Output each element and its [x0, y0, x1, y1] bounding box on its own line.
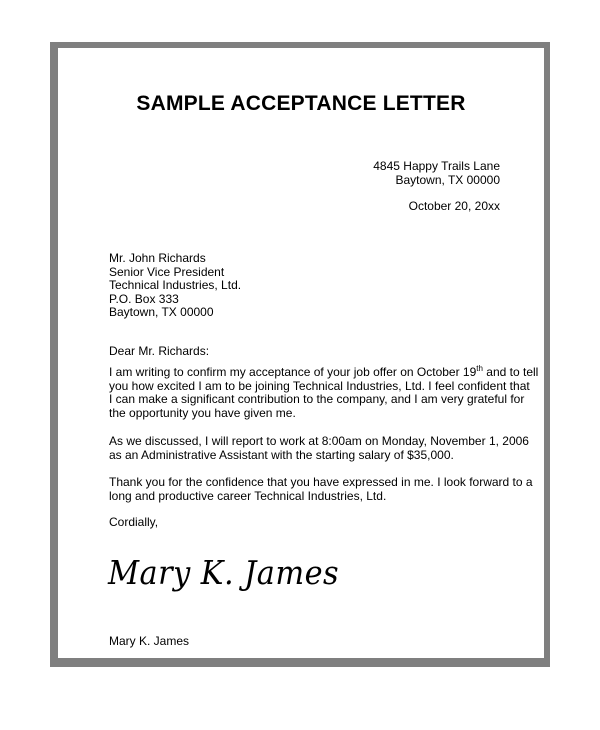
paragraph-3 — [109, 475, 533, 503]
letter-title: SAMPLE ACCEPTANCE LETTER — [136, 92, 466, 115]
paragraph-3-line-1: Thank you for the confidence that you have expressed in me. I look forward to a — [109, 475, 533, 489]
paragraph-2-line-2: as an Administrative Assistant with the starting salary of $35,000. — [109, 447, 454, 462]
recipient-city: Baytown, TX 00000 — [109, 305, 214, 319]
paragraph-1 — [109, 364, 539, 420]
paragraph-3-line-2: long and productive career Technical Industries, Ltd. — [109, 488, 387, 503]
paragraph-1-line-1-end: and to tell — [482, 365, 539, 379]
letter-page — [58, 48, 544, 658]
recipient-name: Mr. John Richards — [109, 251, 206, 265]
ordinal-suffix: th — [476, 364, 483, 373]
paragraph-1-line-1 — [109, 364, 539, 380]
paragraph-1-line-3: I can make a significant contribution to the company, and I am very grateful for — [109, 392, 525, 406]
paragraph-1-line-1-text: I am writing to confirm my acceptance of your job offer on October 19 — [109, 365, 477, 379]
closing: Cordially, — [109, 515, 159, 529]
paragraph-1-line-4: the opportunity you have given me. — [109, 405, 296, 420]
signer-name: Mary K. James — [109, 634, 190, 648]
paragraph-2 — [109, 434, 529, 462]
return-address-street: 4845 Happy Trails Lane — [373, 159, 500, 173]
handwritten-signature: Mary K. James — [108, 553, 340, 592]
inside-address — [109, 252, 241, 320]
return-address — [373, 160, 500, 187]
return-address-city: Baytown, TX 00000 — [395, 172, 500, 187]
recipient-company: Technical Industries, Ltd. — [109, 278, 242, 292]
salutation: Dear Mr. Richards: — [109, 344, 210, 358]
letter-date: October 20, 20xx — [408, 199, 500, 213]
paragraph-2-line-1: As we discussed, I will report to work at 8:00am on Monday, November 1, 2006 — [109, 434, 529, 448]
recipient-title: Senior Vice President — [109, 264, 225, 279]
paragraph-1-line-2: you how excited I am to be joining Technical Industries, Ltd. I feel confident that — [109, 378, 530, 393]
recipient-po-box: P.O. Box 333 — [109, 291, 179, 306]
